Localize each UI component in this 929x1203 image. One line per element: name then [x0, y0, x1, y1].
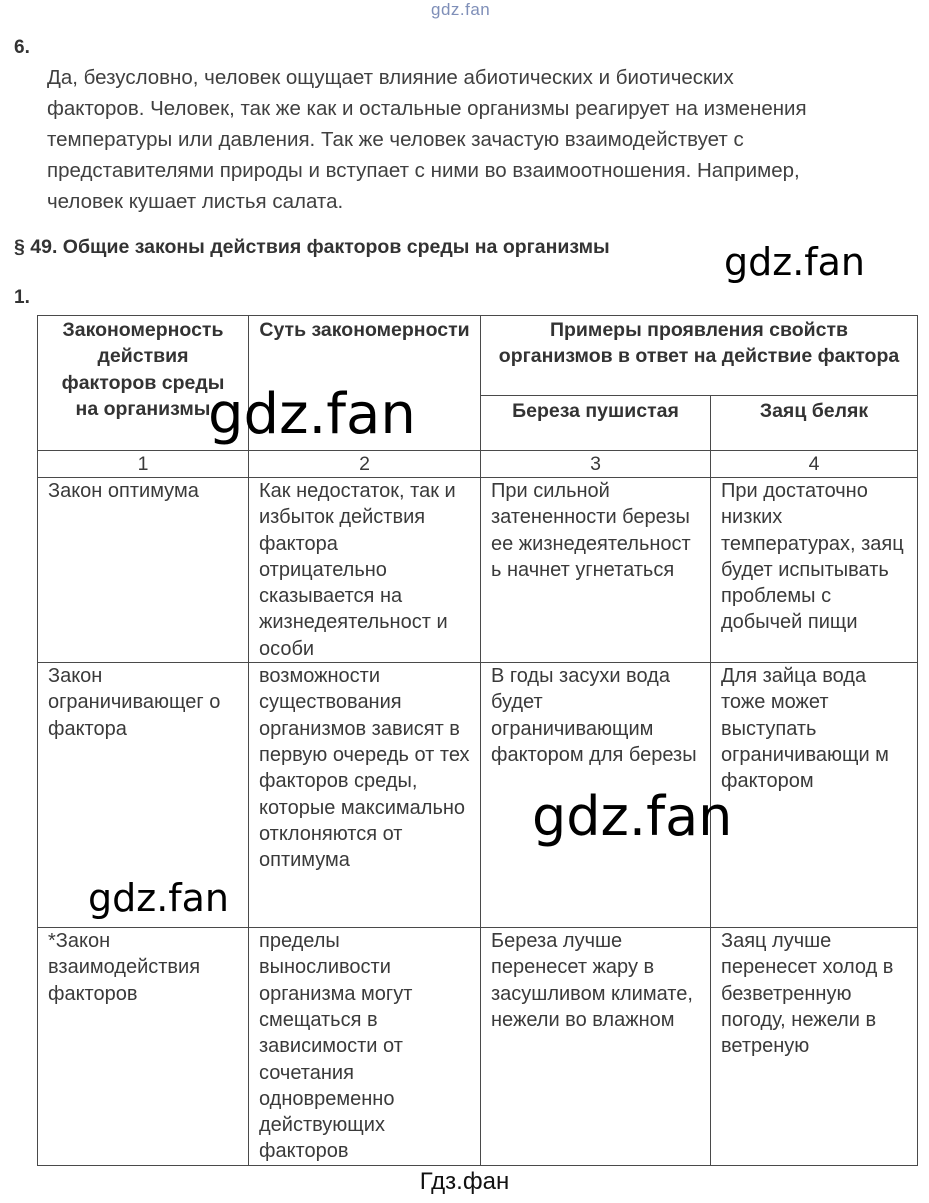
top-watermark: gdz.fan — [431, 0, 491, 19]
column-number: 1 — [38, 451, 249, 478]
header-examples: Примеры проявления свойств организмов в ответ на действие фактора — [481, 316, 918, 396]
watermark: gdz.fan — [724, 240, 866, 284]
laws-table — [37, 315, 918, 1166]
watermark: gdz.fan — [532, 785, 733, 848]
table-row — [38, 478, 918, 663]
answer-line: Да, безусловно, человек ощущает влияние абиотических и биотических — [47, 66, 734, 89]
watermark: gdz.fan — [208, 382, 416, 447]
header-birch: Береза пушистая — [481, 396, 711, 451]
table-row — [38, 928, 918, 1166]
footer-watermark: Гдз.фан — [419, 1168, 510, 1195]
task-1-number: 1. — [14, 287, 30, 308]
essence-cell: пределы выносливости организма могут смещаться в зависимости от сочетания одновременно действующих факторов — [249, 928, 481, 1166]
task-6-number: 6. — [14, 37, 30, 58]
hare-cell: При достаточно низких температурах, заяц будет испытывать проблемы с добычей пищи — [711, 478, 918, 663]
birch-cell: В годы засухи вода будет ограничивающим фактором для березы — [481, 663, 711, 928]
column-number: 3 — [481, 451, 711, 478]
task-6-answer — [47, 62, 917, 217]
hare-cell: Для зайца вода тоже может выступать ограничивающи м фактором — [711, 663, 918, 928]
birch-cell: При сильной затененности березы ее жизнедеятельност ь начнет угнетаться — [481, 478, 711, 663]
law-cell: Закон оптимума — [38, 478, 249, 663]
essence-cell: возможности существования организмов зависят в первую очередь от тех факторов среды, которые максимально отклоняются от оптимума — [249, 663, 481, 928]
section-heading: § 49. Общие законы действия факторов среды на организмы — [14, 236, 610, 258]
answer-line: факторов. Человек, так же как и остальные организмы реагирует на изменения — [47, 97, 807, 120]
answer-line: температуры или давления. Так же человек зачастую взаимодействует с — [47, 128, 744, 151]
column-number: 4 — [711, 451, 918, 478]
watermark: gdz.fan — [88, 876, 230, 920]
essence-cell: Как недостаток, так и избыток действия фактора отрицательно сказывается на жизнедеятельност и особи — [249, 478, 481, 663]
column-number: 2 — [249, 451, 481, 478]
birch-cell: Береза лучше перенесет жару в засушливом климате, нежели во влажном — [481, 928, 711, 1166]
header-hare: Заяц беляк — [711, 396, 918, 451]
header-law: Закономерность действия факторов среды на организмы — [38, 316, 249, 451]
law-cell: *Закон взаимодействия факторов — [38, 928, 249, 1166]
header-essence: Суть закономерности — [249, 316, 481, 451]
law-cell: Закон ограничивающег о фактора — [38, 663, 249, 928]
hare-cell: Заяц лучше перенесет холод в безветренную погоду, нежели в ветреную — [711, 928, 918, 1166]
header-row — [38, 316, 918, 396]
number-row — [38, 451, 918, 478]
answer-line: человек кушает листья салата. — [47, 190, 344, 213]
answer-line: представителями природы и вступает с ними во взаимоотношения. Например, — [47, 159, 800, 182]
